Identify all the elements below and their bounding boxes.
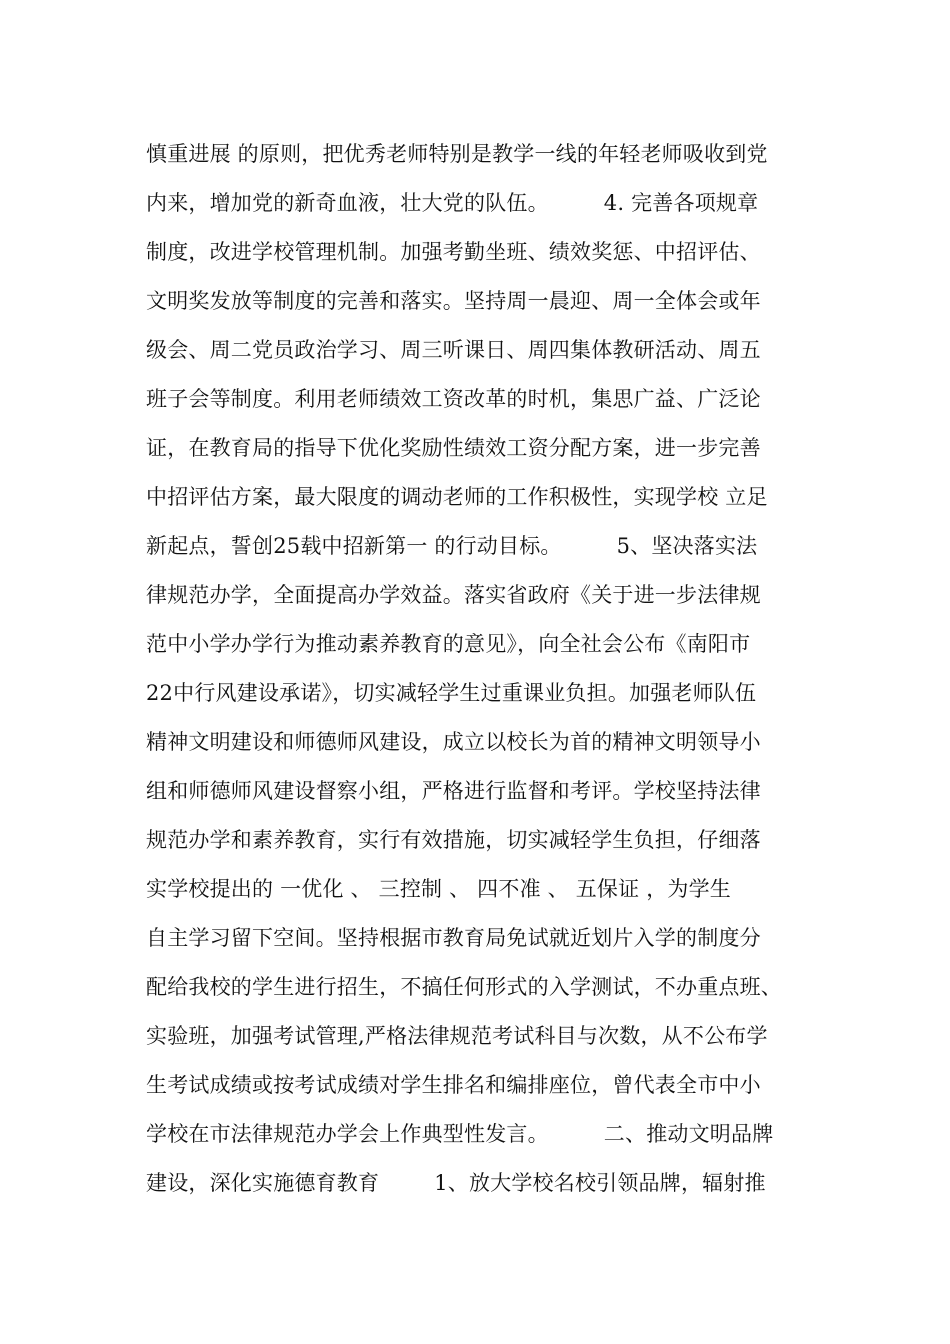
text-line-13: 精神文明建设和师德师风建设，成立以校长为首的精神文明领导小 <box>146 730 761 754</box>
text-line-7: 证，在教育局的指导下优化奖励性绩效工资分配方案，进一步完善 <box>146 436 761 460</box>
text-line-8: 中招评估方案，最大限度的调动老师的工作积极性，实现学校 立足 <box>146 485 768 509</box>
text-line-16: 实学校提出的 一优化 、 三控制 、 四不准 、 五保证 ，为学生 <box>146 877 731 901</box>
text-line-22: 建设，深化实施德育教育 1、放大学校名校引领品牌，辐射推 <box>146 1171 766 1195</box>
text-line-17: 自主学习留下空间。坚持根据市教育局免试就近划片入学的制度分 <box>146 926 761 950</box>
text-line-19: 实验班，加强考试管理,严格法律规范考试科目与次数，从不公布学 <box>146 1024 768 1048</box>
text-line-10: 律规范办学，全面提高办学效益。落实省政府《关于进一步法律规 <box>146 583 761 607</box>
text-line-18: 配给我校的学生进行招生，不搞任何形式的入学测试，不办重点班、 <box>146 975 782 999</box>
text-line-1: 慎重进展 的原则，把优秀老师特别是教学一线的年轻老师吸收到党 <box>146 142 768 166</box>
text-line-21: 学校在市法律规范办学会上作典型性发言。 二、推动文明品牌 <box>146 1122 774 1146</box>
text-line-20: 生考试成绩或按考试成绩对学生排名和编排座位，曾代表全市中小 <box>146 1073 761 1097</box>
text-line-9: 新起点，誓创25载中招新第一 的行动目标。 5、坚决落实法 <box>146 534 758 558</box>
text-line-3: 制度，改进学校管理机制。加强考勤坐班、绩效奖惩、中招评估、 <box>146 240 761 264</box>
text-line-5: 级会、周二党员政治学习、周三听课日、周四集体教研活动、周五 <box>146 338 761 362</box>
text-line-11: 范中小学办学行为推动素养教育的意见》，向全社会公布《南阳市 <box>146 632 751 656</box>
text-line-12: 22中行风建设承诺》，切实减轻学生过重课业负担。加强老师队伍 <box>146 681 757 705</box>
text-line-6: 班子会等制度。利用老师绩效工资改革的时机，集思广益、广泛论 <box>146 387 761 411</box>
text-line-4: 文明奖发放等制度的完善和落实。坚持周一晨迎、周一全体会或年 <box>146 289 761 313</box>
text-line-15: 规范办学和素养教育，实行有效措施，切实减轻学生负担，仔细落 <box>146 828 761 852</box>
body-text <box>146 130 846 1208</box>
text-line-2: 内来，增加党的新奇血液，壮大党的队伍。 4. 完善各项规章 <box>146 191 759 215</box>
text-line-14: 组和师德师风建设督察小组，严格进行监督和考评。学校坚持法律 <box>146 779 761 803</box>
